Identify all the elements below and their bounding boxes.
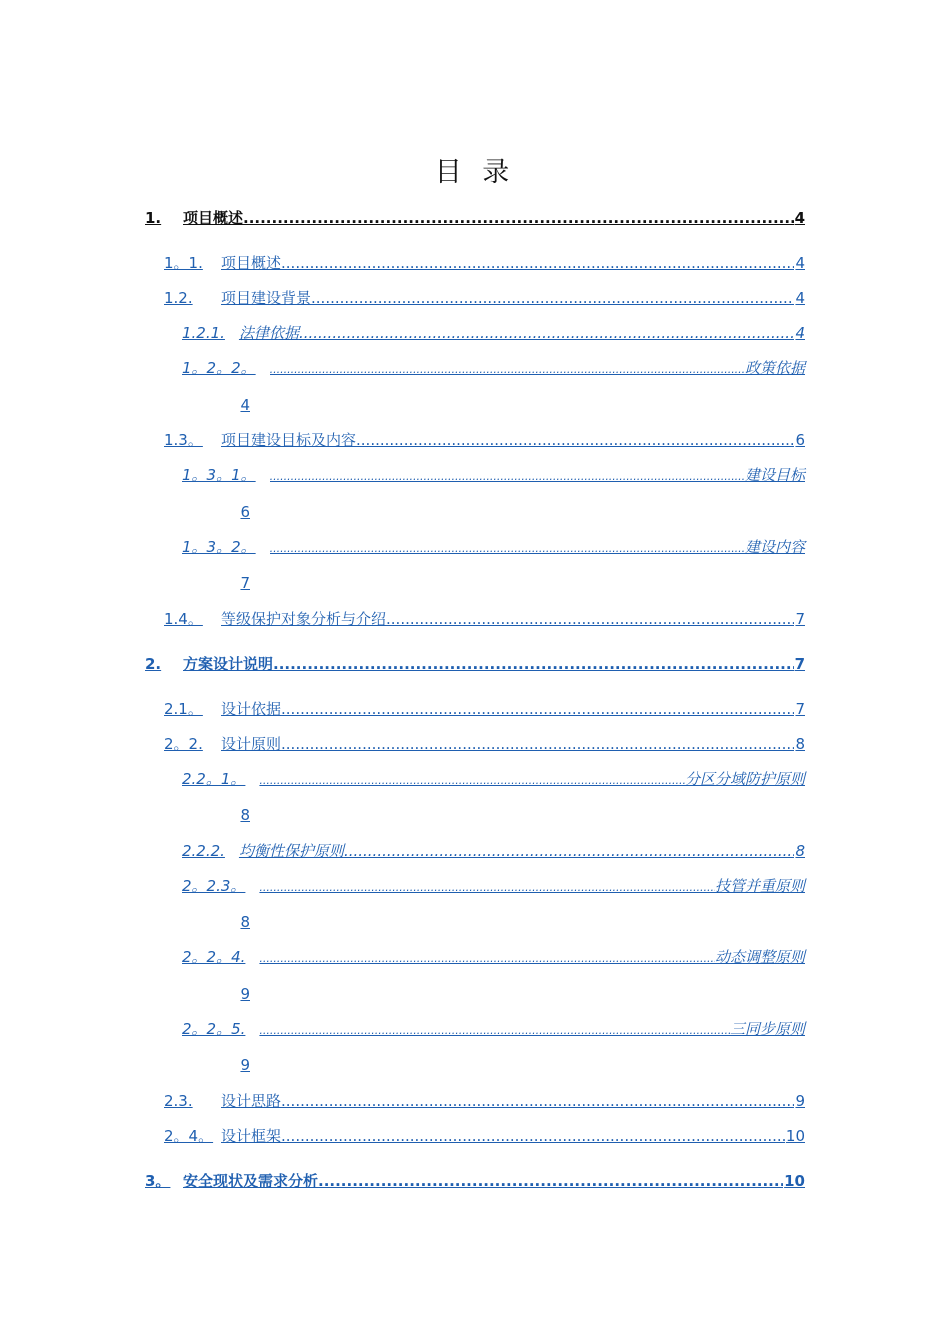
toc-entry[interactable] xyxy=(182,466,805,486)
toc-page[interactable]: 8 xyxy=(240,806,250,824)
toc-leader xyxy=(281,1092,794,1110)
toc-entry[interactable] xyxy=(164,610,805,628)
toc-leader xyxy=(259,879,715,897)
toc-label: 设计思路 xyxy=(221,1092,282,1110)
toc-page[interactable]: 6 xyxy=(240,503,250,521)
toc-number: 1。2。2。 xyxy=(182,359,256,377)
toc-page[interactable]: 9 xyxy=(240,1056,250,1074)
toc-page: 10 xyxy=(785,1127,805,1145)
toc-entry[interactable] xyxy=(164,289,805,307)
toc-entry[interactable] xyxy=(145,655,805,673)
toc-entry[interactable] xyxy=(182,842,805,860)
toc-entry[interactable] xyxy=(145,1172,805,1190)
toc-leader xyxy=(311,289,794,307)
toc-label: 项目概述 xyxy=(221,254,282,272)
toc-leader xyxy=(243,209,794,227)
toc-label: 分区分域防护原则 xyxy=(684,770,805,788)
toc-leader xyxy=(344,842,795,860)
toc-number: 1。1. xyxy=(164,254,203,272)
toc-number: 3。 xyxy=(145,1172,171,1190)
toc-label: 设计依据 xyxy=(221,700,282,718)
toc-label: 动态调整原则 xyxy=(714,948,805,966)
toc-leader xyxy=(281,254,794,272)
toc-label: 政策依据 xyxy=(744,359,805,377)
toc-number: 1. xyxy=(145,209,162,227)
toc-number: 2.3. xyxy=(164,1092,193,1110)
toc-label: 等级保护对象分析与介绍 xyxy=(221,610,387,628)
toc-page[interactable]: 9 xyxy=(240,985,250,1003)
toc-label: 项目建设目标及内容 xyxy=(221,431,357,449)
toc-number: 2。2.3。 xyxy=(182,877,246,895)
toc-page[interactable]: 8 xyxy=(240,913,250,931)
toc-leader xyxy=(281,700,794,718)
toc-entry[interactable] xyxy=(164,735,805,753)
toc-entry[interactable] xyxy=(145,209,805,227)
toc-number: 2. xyxy=(145,655,162,673)
toc-page: 7 xyxy=(795,700,805,718)
toc-page: 7 xyxy=(794,655,805,673)
toc-number: 1.2. xyxy=(164,289,193,307)
toc-leader xyxy=(259,950,715,968)
toc-page: 4 xyxy=(794,209,805,227)
toc-entry[interactable] xyxy=(182,770,805,790)
toc-leader xyxy=(281,1127,785,1145)
toc-label: 设计原则 xyxy=(221,735,282,753)
toc-leader xyxy=(259,1022,730,1040)
toc-entry[interactable] xyxy=(164,431,805,449)
toc-number: 1.3。 xyxy=(164,431,203,449)
toc-leader xyxy=(273,655,794,673)
toc-leader xyxy=(259,772,685,790)
toc-label: 三同步原则 xyxy=(729,1020,805,1038)
toc-page: 6 xyxy=(795,431,805,449)
toc-entry[interactable] xyxy=(164,700,805,718)
toc-leader xyxy=(299,324,795,342)
toc-entry[interactable] xyxy=(182,359,805,379)
toc-page: 10 xyxy=(784,1172,805,1190)
toc-page: 4 xyxy=(795,254,805,272)
toc-number: 2。2。4. xyxy=(182,948,246,966)
toc-entry[interactable] xyxy=(182,538,805,558)
toc-page[interactable]: 7 xyxy=(240,574,250,592)
toc-number: 2.2.2. xyxy=(182,842,225,860)
toc-number: 1。3。1。 xyxy=(182,466,256,484)
toc-leader xyxy=(281,735,794,753)
toc-page: 9 xyxy=(795,1092,805,1110)
toc-leader xyxy=(270,540,745,558)
toc-label: 建设目标 xyxy=(744,466,805,484)
toc-entry[interactable] xyxy=(182,877,805,897)
toc-entry[interactable] xyxy=(164,1127,805,1145)
toc-entry[interactable] xyxy=(182,1020,805,1040)
toc-number: 1。3。2。 xyxy=(182,538,256,556)
toc-number: 1.2.1. xyxy=(182,324,225,342)
toc-label: 设计框架 xyxy=(221,1127,282,1145)
toc-entry[interactable] xyxy=(182,948,805,968)
page-title: 目 录 xyxy=(434,157,516,188)
toc-leader xyxy=(270,361,745,379)
toc-page: 4 xyxy=(795,324,805,342)
toc-number: 2。2。5. xyxy=(182,1020,246,1038)
toc-page[interactable]: 4 xyxy=(240,396,250,414)
toc-number: 2。2. xyxy=(164,735,203,753)
toc-number: 2.1。 xyxy=(164,700,203,718)
toc-number: 2。4。 xyxy=(164,1127,214,1145)
toc-number: 1.4。 xyxy=(164,610,203,628)
toc-leader xyxy=(356,431,794,449)
toc-number: 2.2。1。 xyxy=(182,770,246,788)
toc-leader xyxy=(318,1172,783,1190)
toc-leader xyxy=(270,468,745,486)
toc-label: 法律依据 xyxy=(238,324,299,342)
toc-page: 7 xyxy=(795,610,805,628)
toc-entry[interactable] xyxy=(164,1092,805,1110)
toc-page: 4 xyxy=(795,289,805,307)
toc-label: 均衡性保护原则 xyxy=(238,842,344,860)
toc-leader xyxy=(386,610,794,628)
toc-page: 8 xyxy=(795,842,805,860)
toc-label: 项目建设背景 xyxy=(221,289,312,307)
toc-entry[interactable] xyxy=(164,254,805,272)
toc-page: 8 xyxy=(795,735,805,753)
toc-entry[interactable] xyxy=(182,324,805,342)
toc-label: 建设内容 xyxy=(744,538,805,556)
toc-label: 安全现状及需求分析 xyxy=(183,1172,319,1190)
toc-label: 项目概述 xyxy=(183,209,244,227)
toc-label: 方案设计说明 xyxy=(183,655,274,673)
toc-label: 技管并重原则 xyxy=(714,877,805,895)
